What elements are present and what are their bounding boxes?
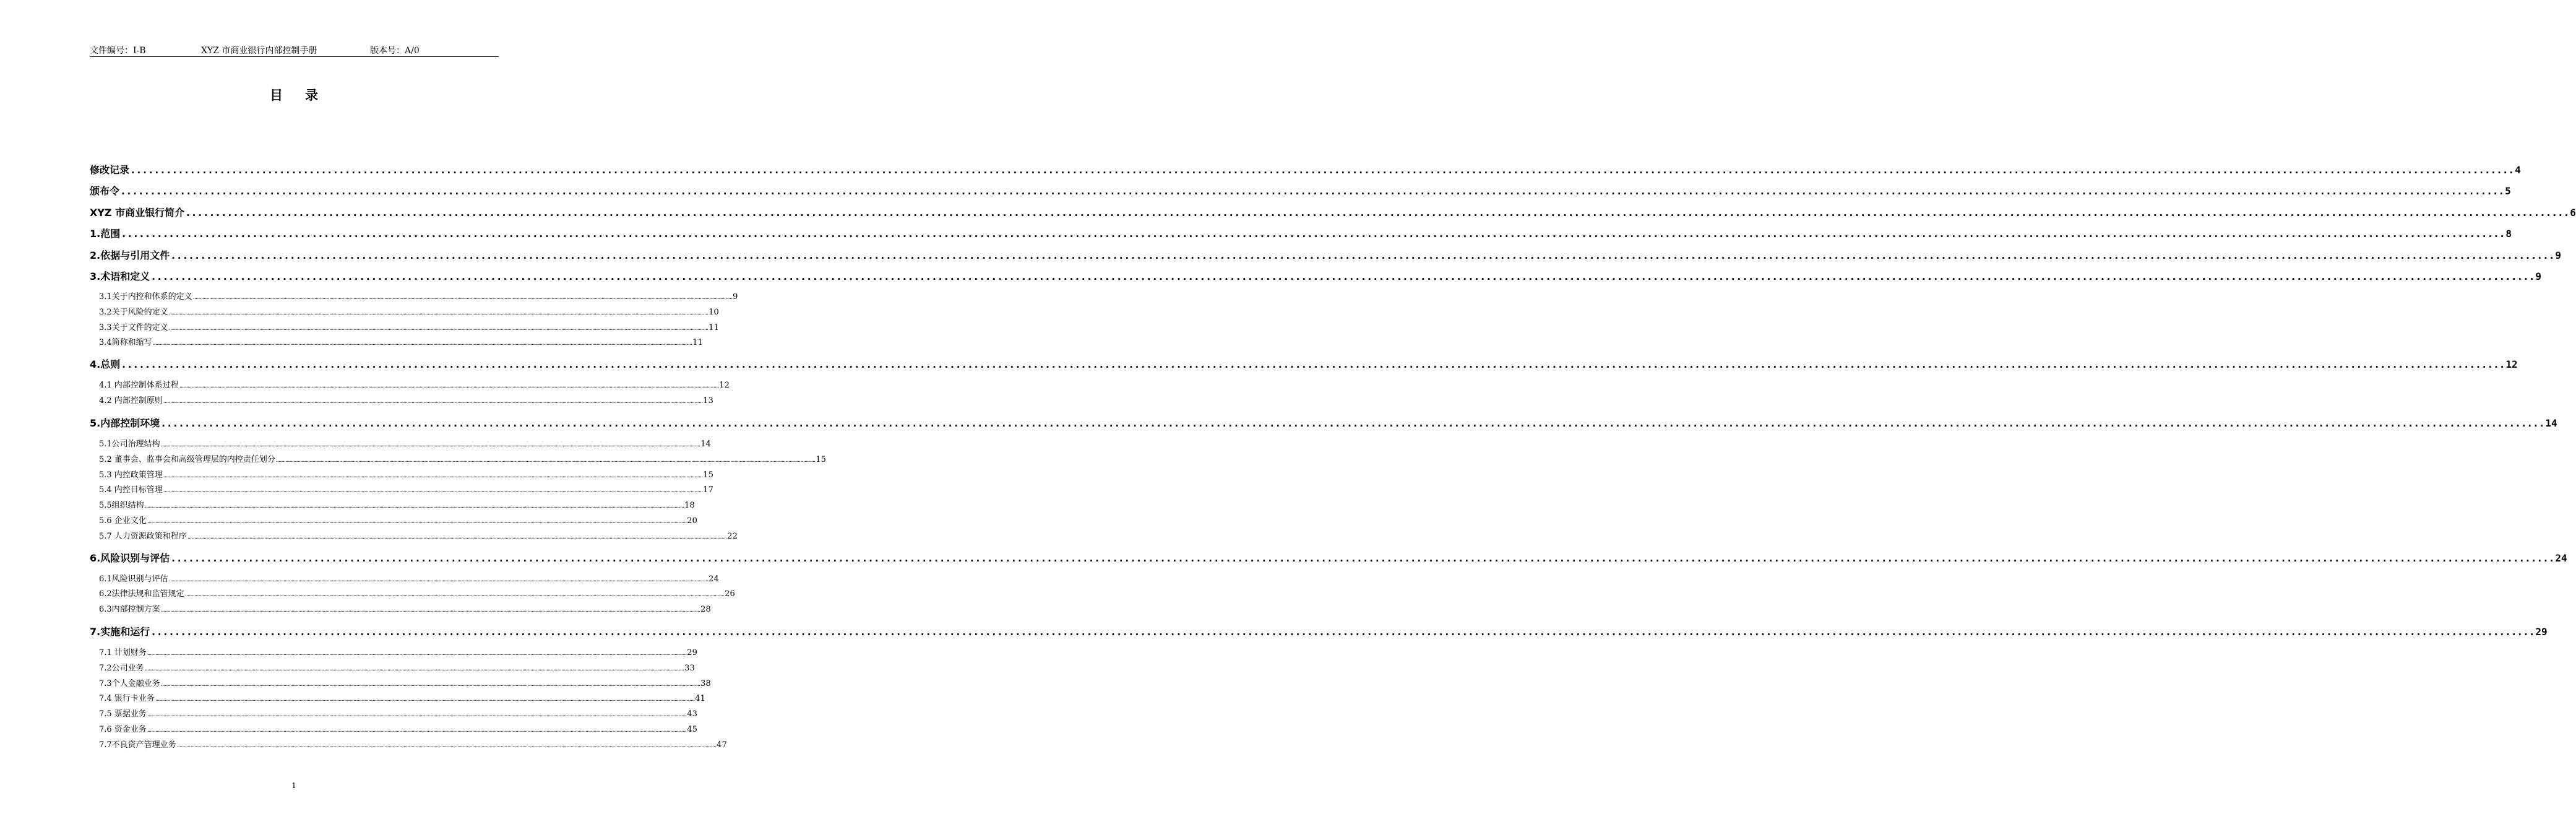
toc-entry[interactable] (90, 587, 735, 599)
toc-entry-page: 14 (2545, 417, 2557, 429)
toc-entry[interactable] (90, 378, 730, 390)
toc-entry-label: 7.7不良资产管理业务 (99, 740, 176, 750)
toc-entry-page: 26 (725, 589, 735, 599)
toc-entry-page: 5 (2505, 185, 2511, 197)
toc-entry[interactable] (90, 357, 2518, 370)
toc-entry-page: 24 (709, 574, 719, 584)
toc-entry-label: 5.2 董事会、监事会和高级管理层的内控责任划分 (99, 455, 275, 464)
toc-entry-label: 4.2 内部控制原则 (99, 396, 163, 405)
toc-leader-dots: ................................................................................................................................................................................................................................................................................................................................................................................................................ (144, 503, 684, 509)
toc-entry-label: 7.6 资金业务 (99, 725, 147, 734)
toc-leader-dots: ................................................................................................................................................................................................................................................................................................................................................................................................................ (168, 310, 709, 316)
toc-entry[interactable] (90, 550, 2567, 564)
toc-entry-label: 6.1风险识别与评估 (99, 574, 168, 584)
toc-leader-dots: ................................................................................................................................................................................................................................................................................................................................................................................................................ (160, 417, 2545, 429)
toc-entry[interactable] (90, 226, 2512, 240)
toc-entry-label: 4.总则 (90, 358, 121, 370)
toc-entry[interactable] (90, 529, 738, 541)
toc-entry-page: 18 (684, 501, 695, 510)
toc-entry[interactable] (90, 572, 719, 584)
toc-entry-label: 6.风险识别与评估 (90, 552, 170, 564)
toc-leader-dots: ................................................................................................................................................................................................................................................................................................................................................................................................................ (170, 552, 2555, 564)
toc-entry[interactable] (90, 305, 719, 317)
toc-leader-dots: ................................................................................................................................................................................................................................................................................................................................................................................................................ (144, 665, 684, 672)
toc-entry-label: 3.3关于文件的定义 (99, 323, 168, 332)
toc-leader-dots: ................................................................................................................................................................................................................................................................................................................................................................................................................ (179, 383, 719, 389)
toc-entry[interactable] (90, 290, 738, 301)
toc-entry[interactable] (90, 602, 711, 614)
toc-entry[interactable] (90, 498, 695, 510)
toc-entry-page: 17 (703, 485, 713, 495)
toc-leader-dots: ................................................................................................................................................................................................................................................................................................................................................................................................................ (150, 271, 2535, 282)
toc-leader-dots: ................................................................................................................................................................................................................................................................................................................................................................................................................ (192, 294, 733, 301)
toc-leader-dots: ................................................................................................................................................................................................................................................................................................................................................................................................................ (121, 228, 2505, 240)
toc-entry-label: 3.1关于内控和体系的定义 (99, 292, 192, 301)
toc-leader-dots: ................................................................................................................................................................................................................................................................................................................................................................................................................ (163, 472, 703, 479)
toc-entry-label: 5.内部控制环境 (90, 417, 160, 429)
toc-leader-dots: ................................................................................................................................................................................................................................................................................................................................................................................................................ (168, 325, 709, 332)
toc-entry-page: 38 (700, 679, 711, 688)
toc-entry[interactable] (90, 468, 713, 480)
toc-entry-page: 11 (692, 338, 703, 347)
toc-leader-dots: ................................................................................................................................................................................................................................................................................................................................................................................................................ (147, 650, 687, 657)
toc-entry[interactable] (90, 437, 711, 449)
toc-entry-page: 4 (2515, 164, 2521, 176)
toc-entry-page: 13 (703, 396, 713, 405)
toc-leader-dots: ................................................................................................................................................................................................................................................................................................................................................................................................................ (163, 398, 703, 405)
toc-entry[interactable] (90, 248, 2561, 261)
toc-entry[interactable] (90, 738, 727, 750)
toc-leader-dots: ................................................................................................................................................................................................................................................................................................................................................................................................................ (163, 487, 703, 494)
toc-entry[interactable] (90, 183, 2511, 197)
toc-entry-page: 9 (2535, 271, 2541, 282)
toc-entry-page: 29 (2535, 626, 2548, 638)
toc-leader-dots: ................................................................................................................................................................................................................................................................................................................................................................................................................ (187, 534, 727, 540)
toc-entry-page: 9 (733, 292, 738, 301)
toc-entry[interactable] (90, 453, 826, 464)
toc-entry-label: 颁布令 (90, 185, 120, 197)
toc-entry-label: 修改记录 (90, 164, 130, 176)
toc-entry[interactable] (90, 722, 697, 734)
toc-entry-page: 33 (684, 664, 695, 673)
toc-entry-label: 6.2法律法规和监管规定 (99, 589, 184, 599)
toc-entry-label: 7.5 票据业务 (99, 709, 147, 719)
document-title: XYZ 市商业银行内部控制手册 (201, 46, 317, 56)
toc-entry[interactable] (90, 661, 695, 673)
toc-entry-label: 7.4 银行卡业务 (99, 694, 155, 703)
toc-entry-label: 1.范围 (90, 228, 121, 240)
toc-entry-page: 15 (703, 470, 713, 480)
toc-entry-page: 24 (2555, 552, 2567, 564)
toc-entry-label: 7.实施和运行 (90, 626, 150, 638)
toc-entry[interactable] (90, 321, 719, 332)
toc-entry-label: 4.1 内部控制体系过程 (99, 381, 179, 390)
toc-entry-page: 14 (700, 440, 711, 449)
toc-leader-dots: ................................................................................................................................................................................................................................................................................................................................................................................................................ (121, 358, 2505, 370)
toc-leader-dots: ................................................................................................................................................................................................................................................................................................................................................................................................................ (160, 441, 700, 448)
toc-entry-page: 15 (816, 455, 826, 464)
file-number: 文件编号：I-B (90, 46, 146, 56)
toc-entry[interactable] (90, 624, 2548, 638)
toc-leader-dots: ................................................................................................................................................................................................................................................................................................................................................................................................................ (155, 696, 695, 703)
toc-entry-page: 41 (695, 694, 705, 703)
toc-entry-label: 6.3内部控制方案 (99, 605, 160, 614)
toc-leader-dots: ................................................................................................................................................................................................................................................................................................................................................................................................................ (147, 518, 687, 525)
toc-entry[interactable] (90, 162, 2521, 176)
toc-leader-dots: ................................................................................................................................................................................................................................................................................................................................................................................................................ (160, 681, 700, 688)
toc-entry-label: 5.3 内控政策管理 (99, 470, 163, 480)
toc-entry-label: 5.7 人力资源政策和程序 (99, 532, 187, 541)
toc-entry-page: 22 (727, 532, 738, 541)
toc-leader-dots: ................................................................................................................................................................................................................................................................................................................................................................................................................ (152, 340, 692, 347)
toc-entry-label: 5.1公司治理结构 (99, 440, 160, 449)
toc-entry[interactable] (90, 707, 697, 719)
toc-leader-dots: ................................................................................................................................................................................................................................................................................................................................................................................................................ (184, 591, 725, 598)
page-header (90, 44, 499, 57)
toc-entry-page: 47 (717, 740, 727, 750)
toc-entry[interactable] (90, 394, 713, 405)
toc-leader-dots: ................................................................................................................................................................................................................................................................................................................................................................................................................ (170, 249, 2555, 261)
toc-entry-label: 3.2关于风险的定义 (99, 308, 168, 317)
toc-entry-label: 7.1 计划财务 (99, 648, 147, 657)
toc-leader-dots: ................................................................................................................................................................................................................................................................................................................................................................................................................ (120, 185, 2505, 197)
toc-entry-label: 7.3个人金融业务 (99, 679, 160, 688)
toc-entry[interactable] (90, 677, 711, 688)
toc-entry-page: 12 (719, 381, 730, 390)
toc-entry-label: 3.术语和定义 (90, 271, 150, 282)
toc-entry[interactable] (90, 415, 2557, 429)
toc-entry-page: 43 (687, 709, 697, 719)
toc-entry[interactable] (90, 483, 713, 495)
toc-leader-dots: ................................................................................................................................................................................................................................................................................................................................................................................................................ (185, 207, 2570, 219)
toc-leader-dots: ................................................................................................................................................................................................................................................................................................................................................................................................................ (147, 711, 687, 718)
toc-entry-page: 10 (709, 308, 719, 317)
toc-entry[interactable] (90, 205, 2576, 219)
toc-leader-dots: ................................................................................................................................................................................................................................................................................................................................................................................................................ (147, 727, 687, 734)
page-number: 1 (291, 781, 296, 790)
toc-entry-label: 5.5组织结构 (99, 501, 144, 510)
toc-leader-dots: ................................................................................................................................................................................................................................................................................................................................................................................................................ (160, 607, 700, 613)
toc-entry-label: 3.4简称和缩写 (99, 338, 152, 347)
toc-entry-label: 7.2公司业务 (99, 664, 144, 673)
toc-entry[interactable] (90, 336, 703, 347)
toc-leader-dots: ................................................................................................................................................................................................................................................................................................................................................................................................................ (150, 626, 2535, 638)
toc-entry-label: 2.依据与引用文件 (90, 249, 170, 261)
toc-entry-page: 11 (709, 323, 719, 332)
toc-leader-dots: ................................................................................................................................................................................................................................................................................................................................................................................................................ (168, 576, 709, 583)
toc-entry[interactable] (90, 646, 697, 657)
page-title: 目录 (270, 87, 340, 103)
toc-entry-page: 6 (2570, 207, 2576, 219)
toc-leader-dots: ................................................................................................................................................................................................................................................................................................................................................................................................................ (130, 164, 2515, 176)
toc-entry-page: 20 (687, 516, 697, 526)
toc-leader-dots: ................................................................................................................................................................................................................................................................................................................................................................................................................ (176, 742, 717, 749)
toc-entry-page: 12 (2505, 358, 2518, 370)
toc-entry-page: 8 (2505, 228, 2512, 240)
toc-leader-dots: ................................................................................................................................................................................................................................................................................................................................................................................................................ (275, 457, 816, 464)
version-number: 版本号：A/0 (370, 46, 420, 56)
toc-entry-page: 45 (687, 725, 697, 734)
toc-entry-label: 5.4 内控目标管理 (99, 485, 163, 495)
toc-entry-label: 5.6 企业文化 (99, 516, 147, 526)
toc-entry[interactable] (90, 269, 2541, 282)
toc-entry-label: XYZ 市商业银行简介 (90, 207, 185, 219)
toc-entry[interactable] (90, 514, 697, 526)
toc-entry-page: 28 (700, 605, 711, 614)
toc-entry-page: 29 (687, 648, 697, 657)
toc-entry-page: 9 (2555, 249, 2561, 261)
toc-entry[interactable] (90, 691, 705, 703)
